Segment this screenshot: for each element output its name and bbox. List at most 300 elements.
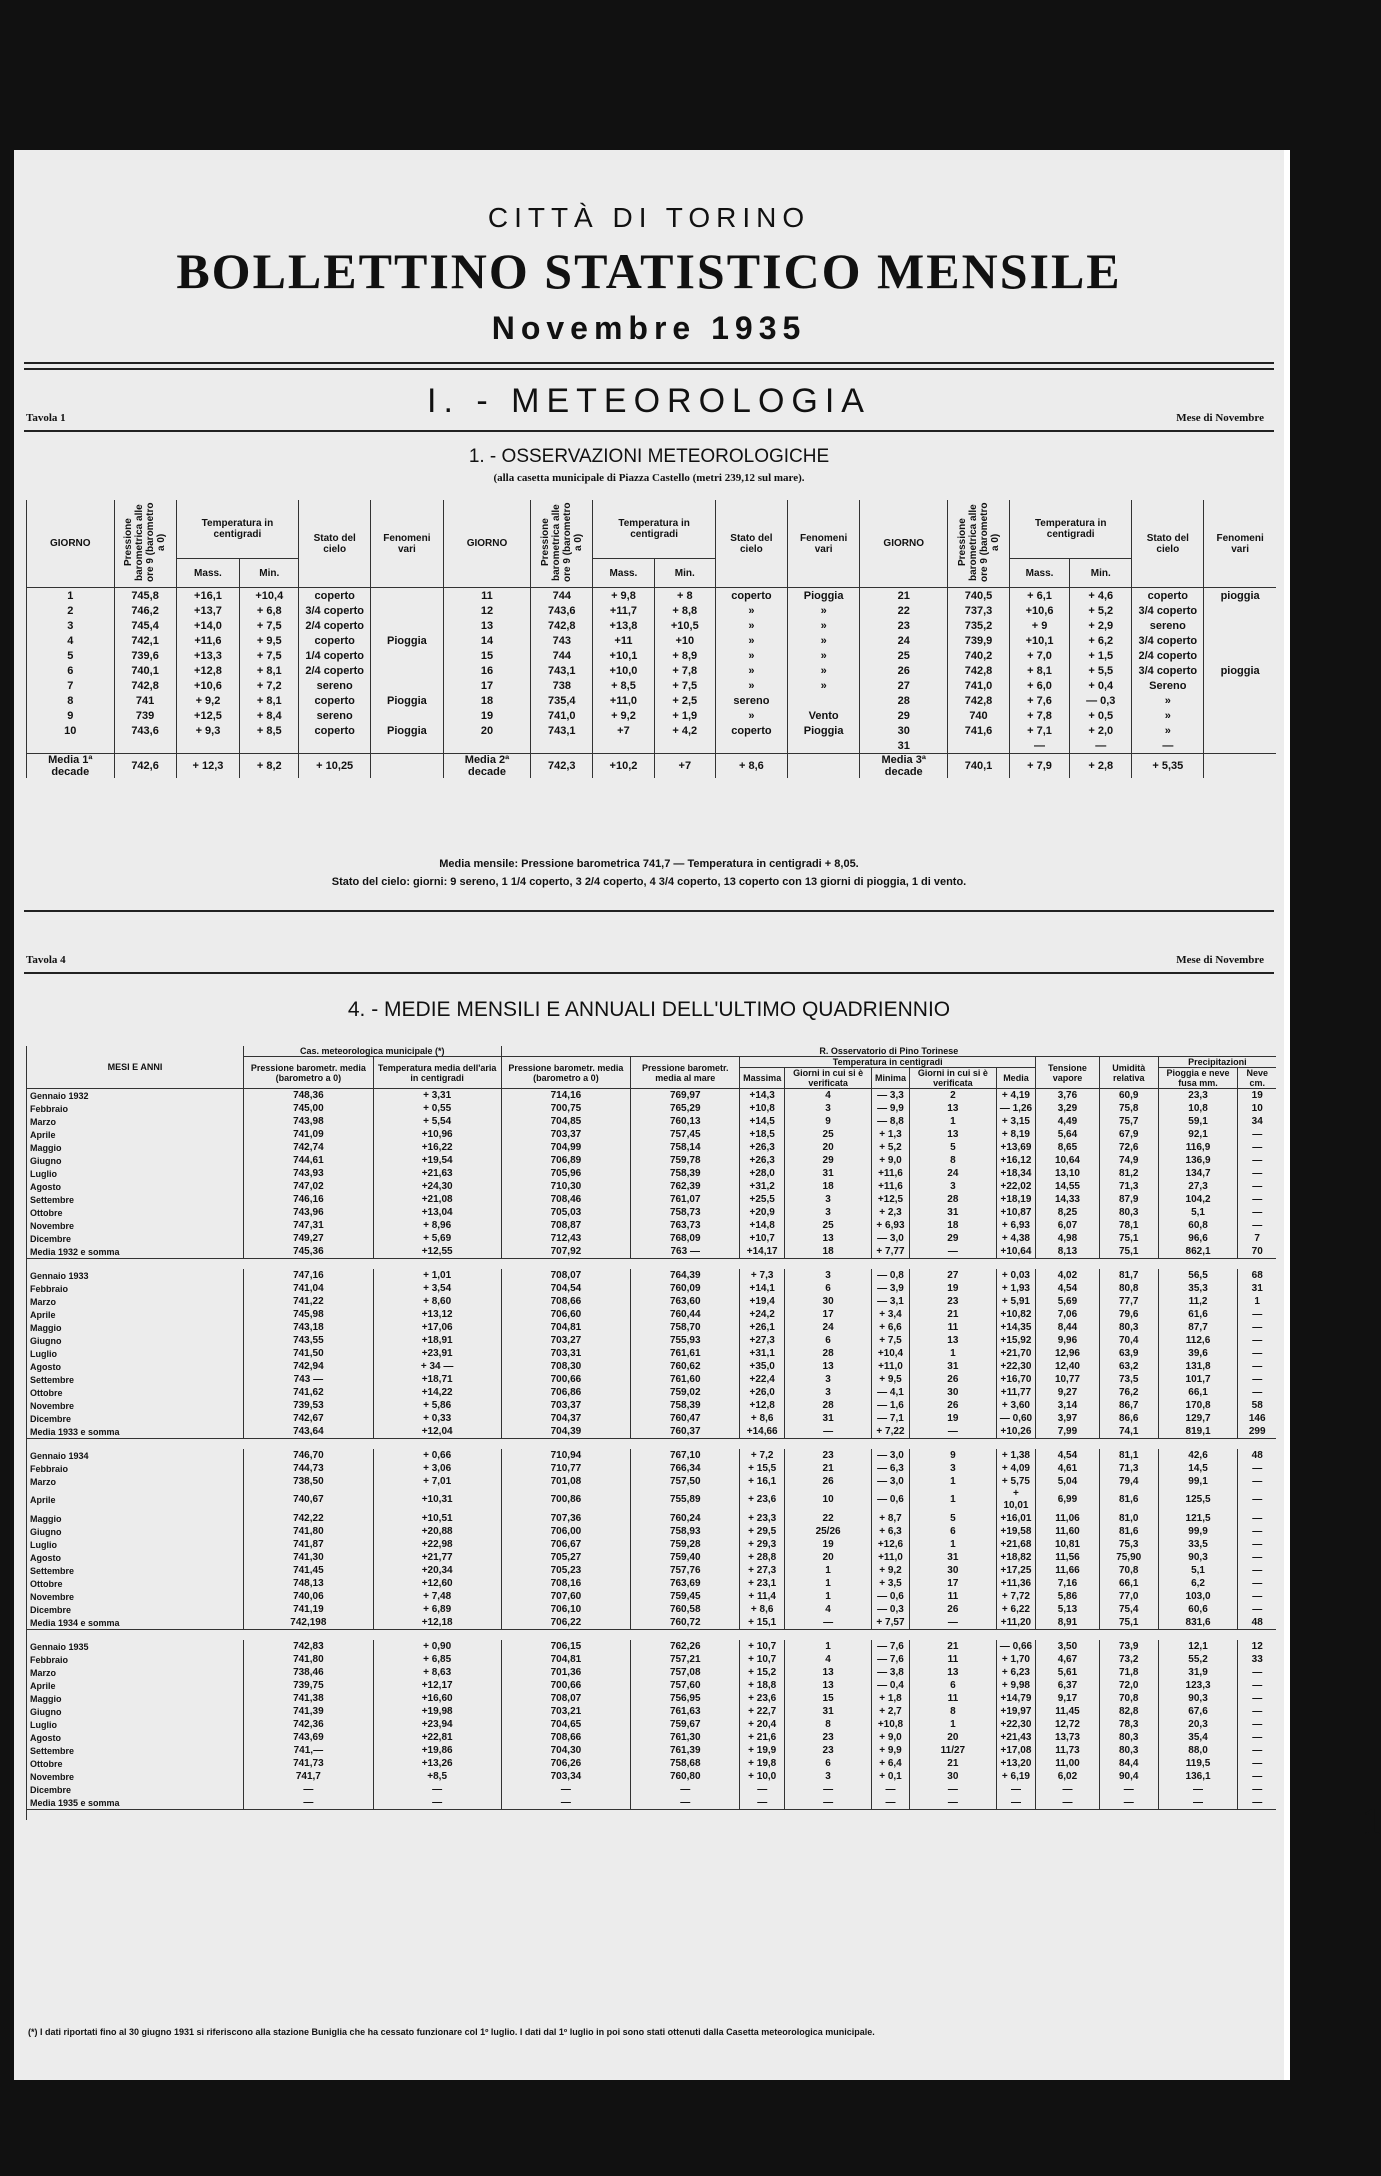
observation-cell: 30 xyxy=(860,723,948,738)
observation-row xyxy=(27,588,1277,604)
month-value: 6 xyxy=(785,1757,872,1770)
month-value: + 6,3 xyxy=(871,1525,909,1538)
month-value: +21,77 xyxy=(373,1551,501,1564)
month-value: 27 xyxy=(909,1269,996,1282)
month-value: 703,31 xyxy=(501,1347,631,1360)
observation-cell: 745,8 xyxy=(114,588,176,604)
month-value: +27,3 xyxy=(740,1334,785,1347)
month-value: +10,87 xyxy=(996,1206,1035,1219)
month-value: + 3,06 xyxy=(373,1462,501,1475)
month-value: 7,06 xyxy=(1036,1308,1100,1321)
month-value: 761,30 xyxy=(631,1731,740,1744)
month-value: 6,37 xyxy=(1036,1679,1100,1692)
month-value: 24 xyxy=(785,1321,872,1334)
month-value: 705,96 xyxy=(501,1167,631,1180)
month-value: 10,64 xyxy=(1036,1154,1100,1167)
month-value: +11,0 xyxy=(871,1551,909,1564)
month-value: — 9,9 xyxy=(871,1102,909,1115)
month-value: 77,7 xyxy=(1099,1295,1158,1308)
month-value: 743,55 xyxy=(244,1334,374,1347)
month-value: 136,9 xyxy=(1158,1154,1238,1167)
month-value: 3 xyxy=(785,1386,872,1399)
month-value: — xyxy=(1238,1386,1276,1399)
observation-cell: 743,1 xyxy=(531,663,593,678)
month-value: — xyxy=(1238,1744,1276,1757)
observation-cell xyxy=(1204,633,1276,648)
month-value: — xyxy=(501,1783,631,1796)
month-value: 131,8 xyxy=(1158,1360,1238,1373)
month-row xyxy=(27,1180,1277,1193)
month-value: 101,7 xyxy=(1158,1373,1238,1386)
month-value: 31,9 xyxy=(1158,1666,1238,1679)
month-value: 746,16 xyxy=(244,1193,374,1206)
year-total-row xyxy=(27,1616,1277,1630)
month-value: 763,60 xyxy=(631,1295,740,1308)
observation-cell: 17 xyxy=(443,678,531,693)
observation-cell: + 8,1 xyxy=(240,663,299,678)
month-value: 31 xyxy=(785,1705,872,1718)
month-value: + 6,6 xyxy=(871,1321,909,1334)
month-value: — xyxy=(1238,1193,1276,1206)
month-value: 23 xyxy=(909,1295,996,1308)
month-value: 21 xyxy=(909,1757,996,1770)
observation-cell: 742,8 xyxy=(948,663,1010,678)
month-value: 18 xyxy=(909,1219,996,1232)
month-value: 14,33 xyxy=(1036,1193,1100,1206)
observation-cell: 742,8 xyxy=(948,693,1010,708)
observation-cell: 23 xyxy=(860,618,948,633)
observation-cell xyxy=(715,738,787,754)
month-value: 706,26 xyxy=(501,1757,631,1770)
observation-cell: » xyxy=(715,633,787,648)
month-row xyxy=(27,1141,1277,1154)
bulletin-title: BOLLETTINO STATISTICO MENSILE xyxy=(176,243,1122,299)
month-value: 13,10 xyxy=(1036,1167,1100,1180)
month-value: + 6,23 xyxy=(996,1666,1035,1679)
month-value: 8,25 xyxy=(1036,1206,1100,1219)
month-value: 21 xyxy=(909,1308,996,1321)
month-value: + 8,6 xyxy=(740,1412,785,1425)
month-value: +26,3 xyxy=(740,1141,785,1154)
observation-cell: +13,7 xyxy=(176,603,240,618)
month-value: 3 xyxy=(909,1180,996,1193)
month-value: + 0,03 xyxy=(996,1269,1035,1282)
month-value: 5,13 xyxy=(1036,1603,1100,1616)
decade-tmax: + 12,3 xyxy=(176,754,240,779)
observation-cell: sereno xyxy=(299,708,371,723)
year-total-value: 763 — xyxy=(631,1245,740,1259)
month-value: — xyxy=(1238,1180,1276,1193)
month-value: — xyxy=(1238,1551,1276,1564)
month-value: 743 — xyxy=(244,1373,374,1386)
observation-cell: + 2,5 xyxy=(654,693,715,708)
month-value: 768,09 xyxy=(631,1232,740,1245)
month-value: 3 xyxy=(785,1193,872,1206)
month-value: — xyxy=(1238,1488,1276,1512)
month-value: 20 xyxy=(785,1141,872,1154)
month-value: 87,9 xyxy=(1099,1193,1158,1206)
year-total-value: — xyxy=(501,1796,631,1810)
observation-cell: 28 xyxy=(860,693,948,708)
month-value: 48 xyxy=(1238,1449,1276,1462)
month-value: — 4,1 xyxy=(871,1386,909,1399)
month-value: 710,94 xyxy=(501,1449,631,1462)
col-mass: Mass. xyxy=(176,559,240,588)
col-pressione: Pressione barometrica alle ore 9 (barometro a 0) xyxy=(114,500,176,588)
month-value: + 7,3 xyxy=(740,1269,785,1282)
observation-cell: + 7,5 xyxy=(240,648,299,663)
month-value: 3,50 xyxy=(1036,1640,1100,1653)
footnote: (*) I dati riportati fino al 30 giugno 1931 si riferiscono alla stazione Buniglia che ha cessato funzionare col 1º luglio. I dati dal 1º luglio in poi sono stati ottenuti dalla Casetta meteorologica municipale. xyxy=(28,2027,875,2037)
month-value: 707,36 xyxy=(501,1512,631,1525)
month-value: +16,22 xyxy=(373,1141,501,1154)
year-total-value: — xyxy=(373,1796,501,1810)
month-value: 6 xyxy=(909,1679,996,1692)
observation-cell: + 1,5 xyxy=(1070,648,1132,663)
month-row xyxy=(27,1718,1277,1731)
month-value: 705,23 xyxy=(501,1564,631,1577)
month-value: — xyxy=(1238,1206,1276,1219)
month-value: 743,96 xyxy=(244,1206,374,1219)
observation-cell: » xyxy=(787,633,860,648)
month-value: 704,37 xyxy=(501,1412,631,1425)
month-value: 119,5 xyxy=(1158,1757,1238,1770)
observation-cell: + 6,0 xyxy=(1010,678,1070,693)
observation-cell: 4 xyxy=(27,633,115,648)
observation-cell: 1/4 coperto xyxy=(299,648,371,663)
month-value: 23 xyxy=(785,1731,872,1744)
month-value: — 6,3 xyxy=(871,1462,909,1475)
year-total-value: — xyxy=(996,1796,1035,1810)
month-value: +22,81 xyxy=(373,1731,501,1744)
month-value: 5,64 xyxy=(1036,1128,1100,1141)
month-value: 757,60 xyxy=(631,1679,740,1692)
month-value: +14,79 xyxy=(996,1692,1035,1705)
observation-cell: » xyxy=(715,648,787,663)
month-value: +26,0 xyxy=(740,1386,785,1399)
month-value: 700,66 xyxy=(501,1373,631,1386)
observation-cell: 2 xyxy=(27,603,115,618)
month-value: — xyxy=(785,1783,872,1796)
observation-cell: 25 xyxy=(860,648,948,663)
month-name: Ottobre xyxy=(27,1577,244,1590)
month-value: +24,30 xyxy=(373,1180,501,1193)
month-value: 70,8 xyxy=(1099,1692,1158,1705)
month-value: 81,0 xyxy=(1099,1512,1158,1525)
month-value: +23,94 xyxy=(373,1718,501,1731)
decade-tmax: + 7,9 xyxy=(1010,754,1070,779)
month-value: + 8,63 xyxy=(373,1666,501,1679)
observation-cell: + 6,8 xyxy=(240,603,299,618)
observation-cell: coperto xyxy=(299,588,371,604)
month-value: +11,6 xyxy=(871,1180,909,1193)
month-value: 30 xyxy=(785,1295,872,1308)
observation-row xyxy=(27,603,1277,618)
month-value: + 9,0 xyxy=(871,1154,909,1167)
observation-cell xyxy=(531,738,593,754)
observation-cell: Pioggia xyxy=(787,588,860,604)
month-value: 12,40 xyxy=(1036,1360,1100,1373)
observation-cell xyxy=(787,693,860,708)
month-value: 79,6 xyxy=(1099,1308,1158,1321)
month-value: +17,06 xyxy=(373,1321,501,1334)
month-value: +22,98 xyxy=(373,1538,501,1551)
month-value: 747,31 xyxy=(244,1219,374,1232)
month-value: +10,82 xyxy=(996,1308,1035,1321)
month-name: Novembre xyxy=(27,1219,244,1232)
col-massima: Massima xyxy=(740,1068,785,1089)
month-value: 758,39 xyxy=(631,1167,740,1180)
month-value: +13,04 xyxy=(373,1206,501,1219)
month-value: 10 xyxy=(1238,1102,1276,1115)
observation-cell: +10,4 xyxy=(240,588,299,604)
observation-cell: 2/4 coperto xyxy=(1132,648,1204,663)
month-value: 761,60 xyxy=(631,1373,740,1386)
month-value: 738,50 xyxy=(244,1475,374,1488)
month-value: 11,73 xyxy=(1036,1744,1100,1757)
year-total-value: — xyxy=(740,1796,785,1810)
month-value: 29 xyxy=(909,1232,996,1245)
decade-tmax: +10,2 xyxy=(593,754,654,779)
observation-row xyxy=(27,663,1277,678)
month-value: — xyxy=(1238,1525,1276,1538)
observation-cell: coperto xyxy=(299,633,371,648)
month-value: 4,98 xyxy=(1036,1232,1100,1245)
observation-cell: 743,1 xyxy=(531,723,593,738)
month-value: 35,3 xyxy=(1158,1282,1238,1295)
year-total-value: +10,26 xyxy=(996,1425,1035,1439)
observation-cell: 739,6 xyxy=(114,648,176,663)
month-value: 4 xyxy=(785,1653,872,1666)
month-value: 24 xyxy=(909,1167,996,1180)
observation-cell: coperto xyxy=(715,588,787,604)
observation-cell: 742,8 xyxy=(531,618,593,633)
month-name: Luglio xyxy=(27,1167,244,1180)
month-value: 761,61 xyxy=(631,1347,740,1360)
col-casetta: Cas. meteorologica municipale (*) xyxy=(244,1046,502,1057)
month-value: 704,99 xyxy=(501,1141,631,1154)
col-stato: Stato del cielo xyxy=(715,500,787,588)
month-value: 741,73 xyxy=(244,1757,374,1770)
observation-cell: 11 xyxy=(443,588,531,604)
month-value: +22,30 xyxy=(996,1718,1035,1731)
month-value: +28,0 xyxy=(740,1167,785,1180)
month-value: 136,1 xyxy=(1158,1770,1238,1783)
decade-summary-row xyxy=(27,754,1277,779)
year-total-value: — xyxy=(1036,1796,1100,1810)
month-value: + 10,7 xyxy=(740,1640,785,1653)
month-value: 63,9 xyxy=(1099,1347,1158,1360)
month-value: 700,66 xyxy=(501,1679,631,1692)
month-value: 757,76 xyxy=(631,1564,740,1577)
observation-row xyxy=(27,648,1277,663)
month-value: 762,26 xyxy=(631,1640,740,1653)
month-value: 23 xyxy=(785,1449,872,1462)
month-value: — 0,8 xyxy=(871,1269,909,1282)
month-value: 87,7 xyxy=(1158,1321,1238,1334)
col-giorni-min: Giorni in cui si è verificata xyxy=(909,1068,996,1089)
month-value: +31,2 xyxy=(740,1180,785,1193)
month-value: 23,3 xyxy=(1158,1089,1238,1103)
month-value: 761,63 xyxy=(631,1705,740,1718)
month-value: 31 xyxy=(785,1412,872,1425)
month-value: 26 xyxy=(909,1603,996,1616)
col-pressione: Pressione barometrica alle ore 9 (barometro a 0) xyxy=(948,500,1010,588)
month-value: + 0,33 xyxy=(373,1412,501,1425)
month-value: 761,07 xyxy=(631,1193,740,1206)
month-value: 706,89 xyxy=(501,1154,631,1167)
month-row xyxy=(27,1731,1277,1744)
month-value: 72,0 xyxy=(1099,1679,1158,1692)
month-value: 3 xyxy=(785,1102,872,1115)
month-value: 55,2 xyxy=(1158,1653,1238,1666)
month-name: Maggio xyxy=(27,1141,244,1154)
month-value: +12,6 xyxy=(871,1538,909,1551)
month-row xyxy=(27,1603,1277,1616)
year-total-value: +12,55 xyxy=(373,1245,501,1259)
month-value: 31 xyxy=(909,1206,996,1219)
month-name: Febbraio xyxy=(27,1462,244,1475)
year-total-value: 743,64 xyxy=(244,1425,374,1439)
month-value: 13 xyxy=(785,1679,872,1692)
year-total-value: — xyxy=(244,1796,374,1810)
month-value: 712,43 xyxy=(501,1232,631,1245)
observation-cell: 1 xyxy=(27,588,115,604)
month-value: + 28,8 xyxy=(740,1551,785,1564)
month-value: 13 xyxy=(785,1360,872,1373)
year-total-value: 74,1 xyxy=(1099,1425,1158,1439)
month-value: 71,3 xyxy=(1099,1180,1158,1193)
month-value: + 10,7 xyxy=(740,1653,785,1666)
year-total-value: +12,18 xyxy=(373,1616,501,1630)
observation-cell: +14,0 xyxy=(176,618,240,633)
month-value: 11,66 xyxy=(1036,1564,1100,1577)
month-value: 759,28 xyxy=(631,1538,740,1551)
observation-cell: 740,2 xyxy=(948,648,1010,663)
month-value: 762,39 xyxy=(631,1180,740,1193)
month-row xyxy=(27,1386,1277,1399)
observation-cell: 3/4 coperto xyxy=(1132,633,1204,648)
month-value: 31 xyxy=(785,1167,872,1180)
month-value: 760,13 xyxy=(631,1115,740,1128)
observation-cell: 9 xyxy=(27,708,115,723)
observation-cell: +11 xyxy=(593,633,654,648)
month-value: +14,5 xyxy=(740,1115,785,1128)
observation-cell: — xyxy=(1070,738,1132,754)
month-value: +35,0 xyxy=(740,1360,785,1373)
month-value: +21,70 xyxy=(996,1347,1035,1360)
month-value: — 3,0 xyxy=(871,1475,909,1488)
col-precip: Precipitazioni xyxy=(1158,1057,1276,1068)
month-name: Novembre xyxy=(27,1590,244,1603)
month-value: 741,80 xyxy=(244,1525,374,1538)
month-name: Agosto xyxy=(27,1731,244,1744)
month-value: 703,37 xyxy=(501,1399,631,1412)
month-value: 759,02 xyxy=(631,1386,740,1399)
month-value: 20 xyxy=(785,1551,872,1564)
col-media: Media xyxy=(996,1068,1035,1089)
month-value: 1 xyxy=(909,1488,996,1512)
month-row xyxy=(27,1640,1277,1653)
month-value: — 0,6 xyxy=(871,1590,909,1603)
month-value: 708,30 xyxy=(501,1360,631,1373)
observation-cell: Pioggia xyxy=(371,633,444,648)
col-neve: Neve cm. xyxy=(1238,1068,1276,1089)
observation-cell: + 8,5 xyxy=(240,723,299,738)
month-value: 146 xyxy=(1238,1412,1276,1425)
bulletin-month: Novembre 1935 xyxy=(491,310,807,346)
year-total-value: 745,36 xyxy=(244,1245,374,1259)
month-value: 741,50 xyxy=(244,1347,374,1360)
observation-cell: 19 xyxy=(443,708,531,723)
observation-cell: 742,8 xyxy=(114,678,176,693)
month-value: 707,60 xyxy=(501,1590,631,1603)
month-value: 703,27 xyxy=(501,1334,631,1347)
month-value: — xyxy=(1238,1705,1276,1718)
month-value: 742,67 xyxy=(244,1412,374,1425)
month-value: 75,90 xyxy=(1099,1551,1158,1564)
month-value: 77,0 xyxy=(1099,1590,1158,1603)
month-value: +22,4 xyxy=(740,1373,785,1386)
decade-mean: + 10,25 xyxy=(299,754,371,779)
month-value: — xyxy=(1238,1321,1276,1334)
month-value: 116,9 xyxy=(1158,1141,1238,1154)
month-value: 71,3 xyxy=(1099,1462,1158,1475)
month-value: 9,17 xyxy=(1036,1692,1100,1705)
decade-mean: + 8,6 xyxy=(715,754,787,779)
month-value: 99,9 xyxy=(1158,1525,1238,1538)
month-value: +12,17 xyxy=(373,1679,501,1692)
table-number: Tavola 1 xyxy=(26,412,66,424)
year-total-value: 7,99 xyxy=(1036,1425,1100,1439)
month-value: +14,1 xyxy=(740,1282,785,1295)
month-value: +21,68 xyxy=(996,1538,1035,1551)
month-value: +14,35 xyxy=(996,1321,1035,1334)
month-value: 4,61 xyxy=(1036,1462,1100,1475)
observation-cell: 737,3 xyxy=(948,603,1010,618)
month-row xyxy=(27,1577,1277,1590)
month-value: 759,78 xyxy=(631,1154,740,1167)
observation-cell: + 8,1 xyxy=(1010,663,1070,678)
month-value: 75,1 xyxy=(1099,1232,1158,1245)
month-row xyxy=(27,1770,1277,1783)
section-title: I. - METEOROLOGIA xyxy=(427,382,871,420)
month-value: 11,60 xyxy=(1036,1525,1100,1538)
month-value: 744,61 xyxy=(244,1154,374,1167)
month-value: 9 xyxy=(909,1449,996,1462)
month-value: 708,07 xyxy=(501,1692,631,1705)
month-row xyxy=(27,1564,1277,1577)
month-value: + 27,3 xyxy=(740,1564,785,1577)
observation-cell: » xyxy=(715,708,787,723)
month-value: 11 xyxy=(909,1653,996,1666)
year-total-value: 48 xyxy=(1238,1616,1276,1630)
month-value: — xyxy=(1238,1770,1276,1783)
month-value: +18,91 xyxy=(373,1334,501,1347)
observation-cell xyxy=(1204,708,1276,723)
month-row xyxy=(27,1282,1277,1295)
month-value: 6,07 xyxy=(1036,1219,1100,1232)
year-total-value: + 15,1 xyxy=(740,1616,785,1630)
month-row xyxy=(27,1206,1277,1219)
month-value: 760,09 xyxy=(631,1282,740,1295)
month-value: — xyxy=(1238,1783,1276,1796)
month-value: — xyxy=(1238,1219,1276,1232)
month-value: 758,39 xyxy=(631,1399,740,1412)
month-value: + 16,1 xyxy=(740,1475,785,1488)
month-value: 96,6 xyxy=(1158,1232,1238,1245)
month-value: 8 xyxy=(909,1154,996,1167)
